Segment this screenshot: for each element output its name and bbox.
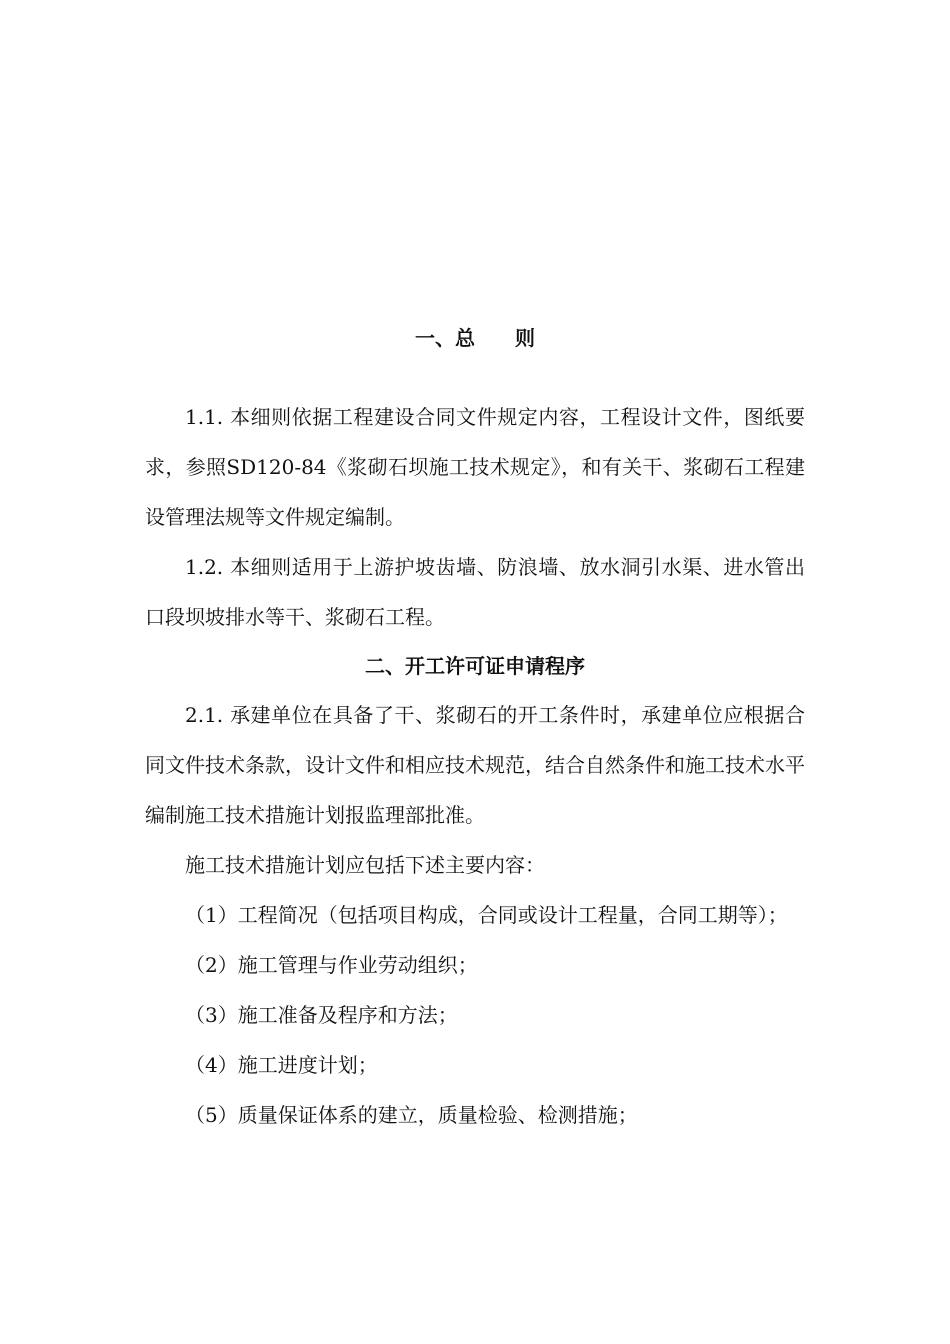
list-item-3: （3）施工准备及程序和方法； [185, 1003, 458, 1027]
section-1-title: 一、总 则 [415, 326, 535, 350]
document-body [145, 318, 805, 1140]
paragraph-2-1: 2.1. 承建单位在具备了干、浆砌石的开工条件时，承建单位应根据合同文件技术条款，设计文件和相应技术规范，结合自然条件和施工技术水平编制施工技术措施计划报监理部批准。 [145, 703, 805, 827]
paragraph-1-2: 1.2. 本细则适用于上游护坡齿墙、防浪墙、放水洞引水渠、进水管出口段坝坡排水等干、浆砌石工程。 [145, 555, 805, 629]
list-item-2: （2）施工管理与作业劳动组织； [185, 953, 478, 977]
list-item-4: （4）施工进度计划； [185, 1053, 378, 1077]
list-item-1: （1）工程简况（包括项目构成，合同或设计工程量，合同工期等）； [185, 903, 788, 927]
section-2-title: 二、开工许可证申请程序 [365, 654, 585, 678]
list-item-5: （5）质量保证体系的建立，质量检验、检测措施； [185, 1103, 638, 1127]
paragraph-plan-intro: 施工技术措施计划应包括下述主要内容： [185, 853, 545, 877]
paragraph-1-1: 1.1. 本细则依据工程建设合同文件规定内容，工程设计文件，图纸要求，参照SD120-84《浆砌石坝施工技术规定》，和有关干、浆砌石工程建设管理法规等文件规定编制。 [145, 405, 805, 529]
